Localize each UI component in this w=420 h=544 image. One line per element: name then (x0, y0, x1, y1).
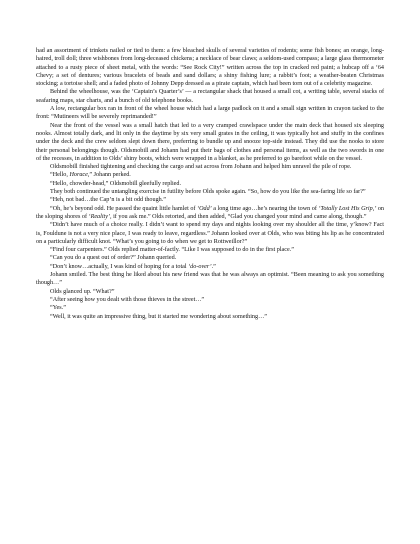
paragraph (36, 254, 384, 262)
paragraph (36, 288, 384, 296)
paragraph (36, 271, 384, 288)
paragraph (36, 122, 384, 163)
paragraph (36, 88, 384, 105)
paragraph (36, 163, 384, 171)
text-run: They both continued the untangling exercise in futility before Olds spoke again. “So, how do you like the sea-faring life so far?” (50, 189, 366, 196)
paragraph (36, 246, 384, 254)
text-run: A low, rectangular box ran in front of the wheel house which had a large padlock on it and a small sign written in crayon tacked to the front: “Mutineers will be severely reprimanded!” (36, 106, 384, 121)
text-run: Behind the wheelhouse, was the ‘Captain’s Quarter’s’ — a rectangular shack that housed a small cot, a writing table, several stacks of seafaring maps, star charts, and a bunch of old telephone books. (36, 89, 384, 104)
italic-run: ‘Reality’ (88, 213, 111, 220)
body-text (36, 47, 384, 321)
text-run: .” (211, 263, 216, 270)
text-run: on the sloping shores of (36, 205, 384, 220)
paragraph (36, 313, 384, 321)
italic-run: ‘do-over’ (188, 263, 212, 270)
paragraph (36, 196, 384, 204)
text-run: “Didn’t have much of a choice really. I didn’t want to spend my days and nights looking over my shoulder all the time, y’know? Fact is, Fouldune is not a very nice place, I was ready to leave, regardless.” Johann looked over at Olds, who was biting his lip as he concentrated on a particularly difficult knot. “What’s you going to do when we get to Rottweillor?” (36, 222, 384, 245)
text-run: “Heh, not bad…the Cap’n is a bit odd though.” (50, 197, 166, 204)
text-run: a long time ago…he’s nearing the town of (211, 205, 319, 212)
italic-run: ‘Totally Lost His Grip,’ (318, 205, 377, 212)
italic-run: Horace (69, 172, 88, 179)
text-run: “Don’t know…actually, I was kind of hoping for a total (50, 263, 189, 270)
italic-run: ‘Odd’ (197, 205, 212, 212)
text-run: had an assortment of trinkets nailed or tied to them: a few bleached skulls of several varieties of rodents; some fish bones; an orange, long-haired, troll doll; three wishbones from long-deceased chickens; a necklace of bear claws; a seldom-used compass; a large glass thermometer attached to a rusty piece of sheet metal, with the words: “See Rock City!” written across the top in cracked red paint; a hubcap off a ‘64 Chevy; a set of dentures; various bracelets of beads and sand dollars; a shiny fishing lure; a rabbit’s foot; a weather-beaten Christmas stocking; a tortoise shell; and a faded photo of Johnny Depp dressed as a pirate captain, which had been torn out of a celebrity magazine. (36, 48, 384, 88)
paragraph (36, 304, 384, 312)
text-run: “Oh, he’s beyond odd. He passed the quaint little hamlet of (50, 205, 198, 212)
text-run: “Yes.” (50, 305, 66, 312)
text-run: “Find four carpenters.” Olds replied matter-of-factly. “Like I was supposed to do in the first place.” (50, 247, 294, 254)
text-run: “Hello, (50, 172, 70, 179)
paragraph (36, 180, 384, 188)
paragraph (36, 296, 384, 304)
paragraph (36, 263, 384, 271)
paragraph (36, 47, 384, 88)
paragraph (36, 205, 384, 222)
text-run: ,” Johann perked. (87, 172, 131, 179)
text-run: Near the front of the vessel was a small hatch that led to a very cramped crawlspace under the main deck that housed six sleeping nooks. Almost totally dark, and lit only in the daytime by six very small grates in the ceiling, it was typically hot and stuffy in the confines under the deck and the crew seldom slept down there, preferring to bundle up and snooze top-side instead. They did use the nooks to store their personal belongings though. Oldsmobill and Johann had put their bags of clothes and personal items, as well as the two swords in one of the recesses, in addition to Olds’ shiny boots, which were wrapped in a blanket, as he preferred to go barefoot while on the vessel. (36, 122, 384, 162)
paragraph (36, 188, 384, 196)
text-run: “After seeing how you dealt with those thieves in the street…” (50, 296, 205, 303)
paragraph (36, 221, 384, 246)
text-run: Olds glanced up. “What?” (50, 288, 115, 295)
text-run: Johann smiled. The best thing he liked about his new friend was that he was always an optimist. “Been meaning to ask you something though…” (36, 272, 384, 287)
text-run: “Well, it was quite an impressive thing, but it started me wondering about something…” (50, 313, 267, 320)
text-run: Oldsmobill finished tightening and checking the cargo and sat across from Johann and helped him unravel the pile of rope. (50, 164, 352, 171)
paragraph (36, 105, 384, 122)
text-run: “Hello, chowder-head,” Oldsmobill gleefully replied. (50, 180, 182, 187)
text-run: “Can you do a quest out of order?” Johann queried. (50, 255, 177, 262)
text-run: , if you ask me.” Olds retorted, and then added, “Glad you changed your mind and came along, though.” (110, 213, 367, 220)
paragraph (36, 171, 384, 179)
